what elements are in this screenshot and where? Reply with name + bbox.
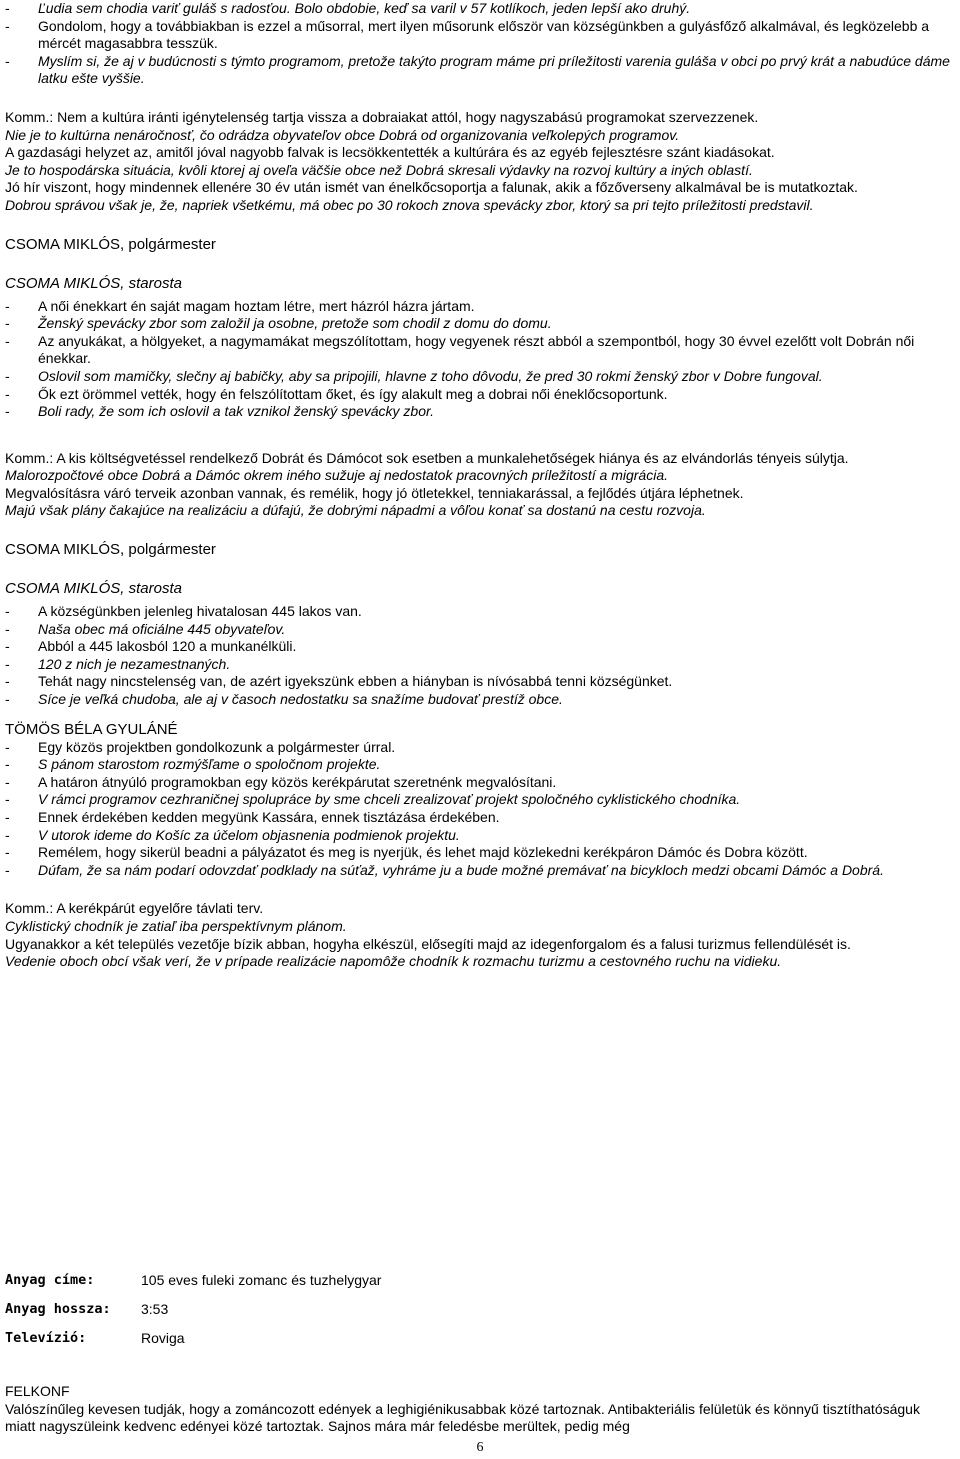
list-item xyxy=(5,809,953,827)
speaker-heading-hu: CSOMA MIKLÓS, polgármester xyxy=(5,541,216,559)
speaker-heading-hu: CSOMA MIKLÓS, polgármester xyxy=(5,235,216,253)
dash-bullet: - xyxy=(5,791,10,808)
meta-row-title xyxy=(5,1272,905,1301)
dash-bullet: - xyxy=(5,52,10,69)
text: Egy közös projektben gondolkozunk a polgármester úrral. xyxy=(38,738,396,755)
text: Nie je to kultúrna nenáročnosť, čo odrádza obyvateľov obce Dobrá od organizovania veľkolepých programov. xyxy=(5,126,680,143)
material-info xyxy=(5,1272,905,1359)
intro-list xyxy=(5,0,953,88)
list-item xyxy=(5,673,953,691)
text: A női énekkart én saját magam hoztam létre, mert házról házra jártam. xyxy=(38,297,475,314)
dash-bullet: - xyxy=(5,17,10,34)
list-item xyxy=(5,603,953,621)
paragraph xyxy=(5,450,953,468)
text: Gondolom, hogy a továbbiakban is ezzel a műsorral, mert ilyen műsorunk először van községünkben a gulyásfőző alkalmával, és legközelebb a mércét magasabbra tesszük. xyxy=(38,17,930,52)
text: Komm.: Nem a kultúra iránti igénytelenség tartja vissza a dobraiakat attól, hogy nagyszabású programokat szervezzenek. xyxy=(5,108,759,125)
dash-bullet: - xyxy=(5,0,10,16)
document-body xyxy=(5,0,953,971)
paragraph xyxy=(5,109,953,127)
paragraph xyxy=(5,179,953,197)
text: Az anyukákat, a hölgyeket, a nagymamákat megszólítottam, hogy vegyenek részt abból a szempontból, hogy 30 évvel ezelőtt volt Dobrán női énekkar. xyxy=(38,332,915,367)
paragraph xyxy=(5,162,953,180)
meta-value: 105 eves fuleki zomanc és tuzhelygyar xyxy=(141,1272,382,1288)
paragraph xyxy=(5,936,953,954)
list-item xyxy=(5,621,953,639)
text: Dúfam, že sa nám podarí odovzdať podklady na súťaž, vyhráme ju a bude možné premávať na bicykloch medzi obcami Dámóc a Dobrá. xyxy=(38,861,884,878)
dash-bullet: - xyxy=(5,691,10,708)
list-item xyxy=(5,756,953,774)
dash-bullet: - xyxy=(5,332,10,349)
list-item xyxy=(5,656,953,674)
meta-label: Anyag címe: xyxy=(5,1272,95,1288)
list-item xyxy=(5,386,953,404)
text: Vedenie oboch obcí však verí, že v prípade realizácie napomôže chodník k rozmachu turizmu a cestovného ruchu na vidieku. xyxy=(5,953,782,970)
list-item xyxy=(5,791,953,809)
text: Je to hospodárska situácia, kvôli ktorej aj oveľa väčšie obce než Dobrá skresali výdavky na rozvoj kultúry a iných oblastí. xyxy=(5,161,753,178)
text: Remélem, hogy sikerül beadni a pályázatot és meg is nyerjük, és lehet majd közlekedni kerékpáron Dámóc és Dobra között. xyxy=(38,844,808,861)
paragraph xyxy=(5,485,953,503)
dash-bullet: - xyxy=(5,638,10,655)
text: Cyklistický chodník je zatiaľ iba perspektívnym plánom. xyxy=(5,917,347,934)
meta-row-length xyxy=(5,1301,905,1330)
dash-bullet: - xyxy=(5,385,10,402)
paragraph xyxy=(5,144,953,162)
text: Boli rady, že som ich oslovil a tak vznikol ženský spevácky zbor. xyxy=(38,403,435,420)
commentary-2 xyxy=(5,450,953,520)
felkonf-title: FELKONF xyxy=(5,1383,70,1399)
list-item xyxy=(5,691,953,709)
text: Ennek érdekében kedden megyünk Kassára, ennek tisztázása érdekében. xyxy=(38,809,500,825)
list-item xyxy=(5,827,953,845)
dash-bullet: - xyxy=(5,826,10,843)
paragraph xyxy=(5,900,953,918)
dash-bullet: - xyxy=(5,315,10,332)
list-item xyxy=(5,862,953,880)
text: Síce je veľká chudoba, ale aj v časoch nedostatku sa snažíme budovať prestíž obce. xyxy=(38,691,563,708)
text: Jó hír viszont, hogy mindennek ellenére 30 év után ismét van énelkőcsoportja a falunak, akik a főzőverseny alkalmával be is mutatkoztak. xyxy=(5,179,858,196)
meta-label: Anyag hossza: xyxy=(5,1301,111,1317)
speaker-heading-sk: CSOMA MIKLÓS, starosta xyxy=(5,580,182,598)
text: Megvalósításra váró terveik azonban vannak, és remélik, hogy jó ötletekkel, tenniakarással, a fejlődés útjára léphetnek. xyxy=(5,484,744,501)
list-item xyxy=(5,403,953,421)
text: A határon átnyúló programokban egy közös kerékpárutat szeretnénk megvalósítani. xyxy=(38,773,557,790)
dash-bullet: - xyxy=(5,403,10,420)
dash-bullet: - xyxy=(5,367,10,384)
commentary-1 xyxy=(5,109,953,215)
text: Ľudia sem chodia variť guláš s radosťou. Bolo obdobie, keď sa varil v 57 kotlíkoch, jeden lepší ako druhý. xyxy=(38,0,691,16)
text: A községünkben jelenleg hivatalosan 445 lakos van. xyxy=(38,603,362,620)
meta-label: Televízió: xyxy=(5,1330,87,1346)
dash-bullet: - xyxy=(5,773,10,790)
text: Tehát nagy nincstelenség van, de azért igyekszünk ebben a hiányban is nívósabbá tenni községünket. xyxy=(38,673,673,690)
dash-bullet: - xyxy=(5,844,10,861)
text: Oslovil som mamičky, slečny aj babičky, aby sa pripojili, hlavne z toho dôvodu, že pred 30 rokmi ženský zbor v Dobre fungoval. xyxy=(38,367,823,384)
quote-list-2 xyxy=(5,603,953,709)
text: Malorozpočtové obce Dobrá a Dámóc okrem iného sužuje aj nedostatok pracovných príležitostí a migrácia. xyxy=(5,467,668,484)
dash-bullet: - xyxy=(5,297,10,314)
dash-bullet: - xyxy=(5,620,10,637)
dash-bullet: - xyxy=(5,673,10,690)
list-item xyxy=(5,315,953,333)
list-item xyxy=(5,298,953,316)
commentary-3 xyxy=(5,900,953,970)
text: Ők ezt örömmel vették, hogy én felszólítottam őket, és így alakult meg a dobrai női éneklőcsoportunk. xyxy=(38,385,668,402)
list-item xyxy=(5,53,953,88)
speaker-heading-sk: CSOMA MIKLÓS, starosta xyxy=(5,274,182,292)
list-item xyxy=(5,739,953,757)
list-item xyxy=(5,844,953,862)
meta-value: 3:53 xyxy=(141,1301,169,1317)
paragraph xyxy=(5,467,953,485)
text: S pánom starostom rozmýšľame o spoločnom projekte. xyxy=(38,756,381,773)
text: Ženský spevácky zbor som založil ja osobne, pretože som chodil z domu do domu. xyxy=(38,315,552,332)
meta-row-tv xyxy=(5,1330,905,1359)
list-item xyxy=(5,368,953,386)
dash-bullet: - xyxy=(5,756,10,773)
paragraph xyxy=(5,953,953,971)
dash-bullet: - xyxy=(5,861,10,878)
list-item xyxy=(5,774,953,792)
page-number: 6 xyxy=(476,1440,484,1455)
text: Komm.: A kerékpárút egyelőre távlati terv. xyxy=(5,900,264,917)
paragraph xyxy=(5,127,953,145)
felkonf-section xyxy=(5,1383,953,1436)
text: Ugyanakkor a két település vezetője bízik abban, hogyha elkészül, elősegíti majd az idegenforgalom és a falusi turizmus fellendülését is. xyxy=(5,935,851,952)
list-item xyxy=(5,638,953,656)
text: A gazdasági helyzet az, amitől jóval nagyobb falvak is lecsökkentették a kultúrára és az egyéb fejlesztésre szánt kiadásokat. xyxy=(5,144,775,161)
dash-bullet: - xyxy=(5,809,10,825)
list-item xyxy=(5,333,953,368)
text: 120 z nich je nezamestnaných. xyxy=(38,655,231,672)
text: Naša obec má oficiálne 445 obyvateľov. xyxy=(38,620,286,637)
list-item xyxy=(5,0,953,18)
text: Myslím si, že aj v budúcnosti s týmto programom, pretože takýto program máme pri príležitosti varenia guláša v obci po prvý krát a nabudúce dáme latku ešte vyššie. xyxy=(38,52,950,87)
text: Dobrou správou však je, že, napriek všetkému, má obec po 30 rokoch znova spevácky zbor, ktorý sa pri tejto príležitosti predstavil. xyxy=(5,196,814,213)
text: V utorok ideme do Košíc za účelom objasnenia podmienok projektu. xyxy=(38,826,460,843)
paragraph xyxy=(5,197,953,215)
text: Komm.: A kis költségvetéssel rendelkező Dobrát és Dámócot sok esetben a munkalehetőségek hiánya és az elvándorlás tényeis súlytja. xyxy=(5,449,849,466)
text: Abból a 445 lakosból 120 a munkanélküli. xyxy=(38,638,297,655)
quote-list-3 xyxy=(5,739,953,880)
dash-bullet: - xyxy=(5,603,10,620)
quote-list-1 xyxy=(5,298,953,421)
text: V rámci programov cezhraničnej spolupráce by sme chceli zrealizovať projekt spoločného cyklistického chodníka. xyxy=(38,791,741,808)
list-item xyxy=(5,18,953,53)
meta-value: Roviga xyxy=(141,1330,185,1346)
paragraph xyxy=(5,502,953,520)
speaker-heading: TÖMÖS BÉLA GYULÁNÉ xyxy=(5,720,178,738)
dash-bullet: - xyxy=(5,738,10,755)
dash-bullet: - xyxy=(5,655,10,672)
paragraph xyxy=(5,918,953,936)
felkonf-text: Valószínűleg kevesen tudják, hogy a zománcozott edények a leghigiénikusabbak közé tartoznak. Antibakteriális felületük és könnyű tisztíthatóságuk miatt nagyszüleink kedvenc edényei közé tartoztak. Sajnos mára már feledésbe merültek, pedig még xyxy=(5,1400,920,1435)
text: Majú však plány čakajúce na realizáciu a dúfajú, že dobrými nápadmi a vôľou konať sa dostanú na cestu rozvoja. xyxy=(5,502,706,519)
